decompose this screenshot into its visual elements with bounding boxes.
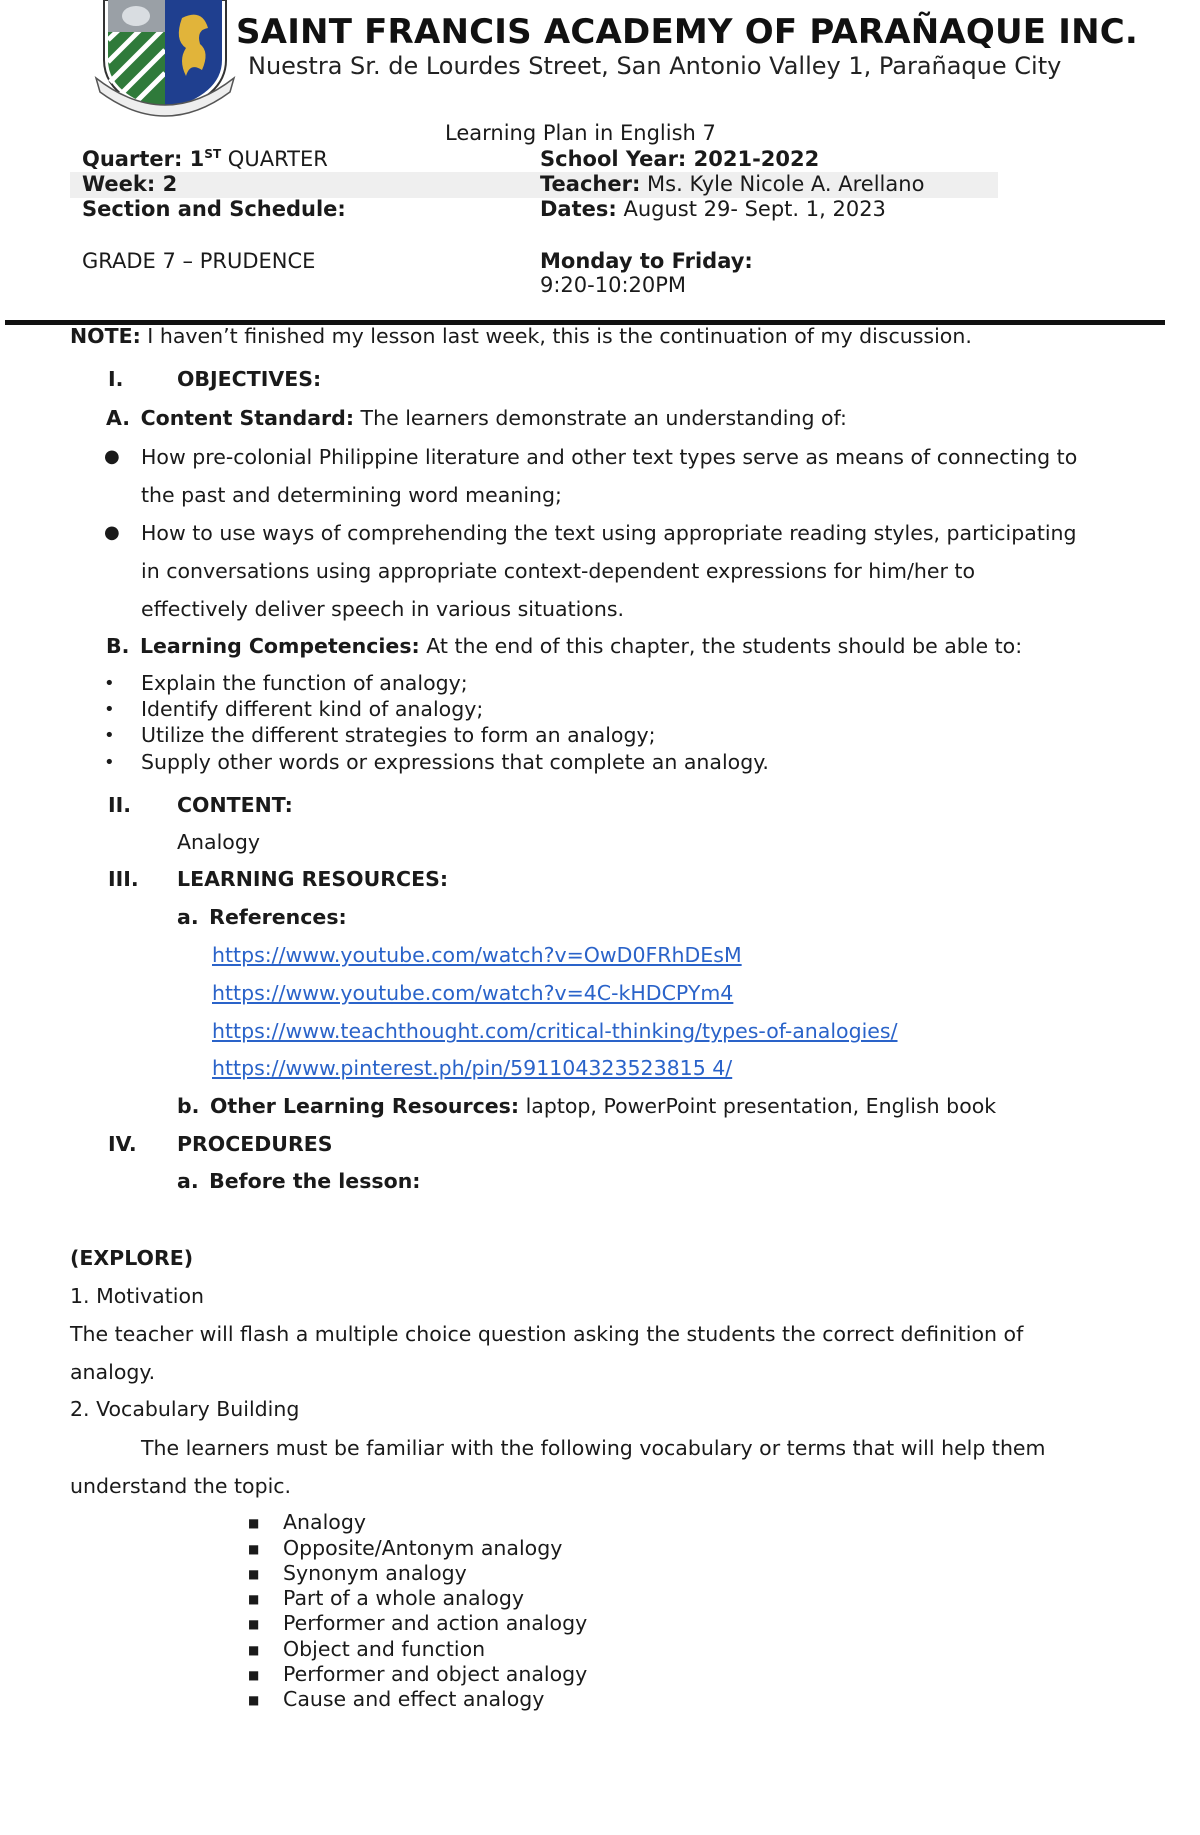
square-bullet-icon: ■ [248,1567,260,1581]
quarter-value: QUARTER [221,147,328,171]
content-heading: CONTENT: [177,793,293,817]
vocabulary-term: Part of a whole analogy [283,1586,524,1610]
procedures-numeral: IV. [108,1132,137,1156]
motivation-title: 1. Motivation [70,1284,205,1308]
square-bullet-icon: ■ [248,1693,260,1707]
square-bullet-icon: ■ [248,1617,260,1631]
bullet-icon: ● [104,446,120,467]
before-lesson-letter: a. [177,1169,199,1193]
learning-competencies [106,634,1022,658]
plan-title: Learning Plan in English 7 [445,121,716,145]
schedule-time: 9:20-10:20PM [540,273,687,297]
objectives-numeral: I. [108,367,124,391]
vocabulary-term: Synonym analogy [283,1561,467,1585]
week: Week: 2 [82,172,178,196]
other-resources-letter: b. [177,1094,200,1118]
vocabulary-term: Cause and effect analogy [283,1687,545,1711]
content-standard [106,406,847,430]
competency-item: Supply other words or expressions that complete an analogy. [141,750,769,774]
teacher-name: Ms. Kyle Nicole A. Arellano [640,172,925,196]
bullet-icon: • [104,752,115,773]
vocabulary-text-line-2: understand the topic. [70,1474,292,1498]
schedule-days: Monday to Friday: [540,249,753,273]
note-label: NOTE: [70,324,141,348]
square-bullet-icon: ■ [248,1668,260,1682]
bullet-icon: • [104,673,115,694]
resources-heading: LEARNING RESOURCES: [177,867,449,891]
reference-link[interactable]: https://www.youtube.com/watch?v=OwD0FRhDEsM [212,943,742,967]
quarter-info [82,147,328,171]
before-lesson [177,1169,420,1193]
competencies-letter: B. [106,634,130,658]
content-standard-label: Content Standard: [140,406,355,430]
other-resources [177,1094,996,1118]
square-bullet-icon: ■ [248,1592,260,1606]
quarter-superscript: ST [204,147,222,161]
quarter-label: Quarter: 1 [82,147,205,171]
teacher-label: Teacher: [540,172,641,196]
dates-label: Dates: [540,197,617,221]
vocabulary-term: Analogy [283,1510,366,1534]
bullet-icon: • [104,699,115,720]
competencies-text: At the end of this chapter, the students should be able to: [419,634,1023,658]
note [70,324,972,348]
grade-section: GRADE 7 – PRUDENCE [82,249,316,273]
vocabulary-term: Performer and action analogy [283,1611,588,1635]
vocabulary-title: 2. Vocabulary Building [70,1397,300,1421]
dates [540,197,886,221]
other-resources-text: laptop, PowerPoint presentation, English book [519,1094,997,1118]
references-letter: a. [177,905,199,929]
section-schedule-label: Section and Schedule: [82,197,346,221]
motivation-text-line-2: analogy. [70,1360,156,1384]
standard-1-line-1: How pre-colonial Philippine literature and other text types serve as means of connecting to [141,445,1078,469]
teacher [540,172,924,196]
explore-heading: (EXPLORE) [70,1246,194,1270]
school-logo [90,0,240,118]
vocabulary-text-line-1: The learners must be familiar with the following vocabulary or terms that will help them [141,1436,1046,1460]
bullet-icon: ● [104,522,120,543]
competencies-label: Learning Competencies: [139,634,420,658]
content-standard-letter: A. [106,406,131,430]
reference-link[interactable]: https://www.youtube.com/watch?v=4C-kHDCPYm4 [212,981,734,1005]
vocabulary-term: Object and function [283,1637,486,1661]
content-topic: Analogy [177,830,260,854]
dates-value: August 29- Sept. 1, 2023 [616,197,886,221]
content-numeral: II. [108,793,132,817]
objectives-heading: OBJECTIVES: [177,367,322,391]
school-year: School Year: 2021-2022 [540,147,820,171]
reference-link[interactable]: https://www.teachthought.com/critical-thinking/types-of-analogies/ [212,1019,898,1043]
school-address: Nuestra Sr. de Lourdes Street, San Antonio Valley 1, Parañaque City [248,52,1062,80]
resources-numeral: III. [108,867,139,891]
square-bullet-icon: ■ [248,1542,260,1556]
square-bullet-icon: ■ [248,1516,260,1530]
motivation-text-line-1: The teacher will flash a multiple choice question asking the students the correct definition of [70,1322,1024,1346]
other-resources-label: Other Learning Resources: [210,1094,520,1118]
reference-link[interactable]: https://www.pinterest.ph/pin/591104323523815 4/ [212,1056,733,1080]
vocabulary-term: Opposite/Antonym analogy [283,1536,563,1560]
bullet-icon: • [104,725,115,746]
school-name: SAINT FRANCIS ACADEMY OF PARAÑAQUE INC. [236,12,1139,52]
competency-item: Identify different kind of analogy; [141,697,484,721]
references-label: References: [209,905,347,929]
standard-2-line-1: How to use ways of comprehending the text using appropriate reading styles, participating [141,521,1077,545]
competency-item: Explain the function of analogy; [141,671,468,695]
standard-1-line-2: the past and determining word meaning; [141,483,562,507]
content-standard-text: The learners demonstrate an understanding of: [354,406,847,430]
vocabulary-term: Performer and object analogy [283,1662,588,1686]
procedures-heading: PROCEDURES [177,1132,333,1156]
before-lesson-label: Before the lesson: [209,1169,421,1193]
standard-2-line-2: in conversations using appropriate context-dependent expressions for him/her to [141,559,976,583]
square-bullet-icon: ■ [248,1643,260,1657]
competency-item: Utilize the different strategies to form an analogy; [141,723,656,747]
note-text: I haven’t finished my lesson last week, this is the continuation of my discussion. [140,324,972,348]
references [177,905,347,929]
standard-2-line-3: effectively deliver speech in various situations. [141,597,625,621]
